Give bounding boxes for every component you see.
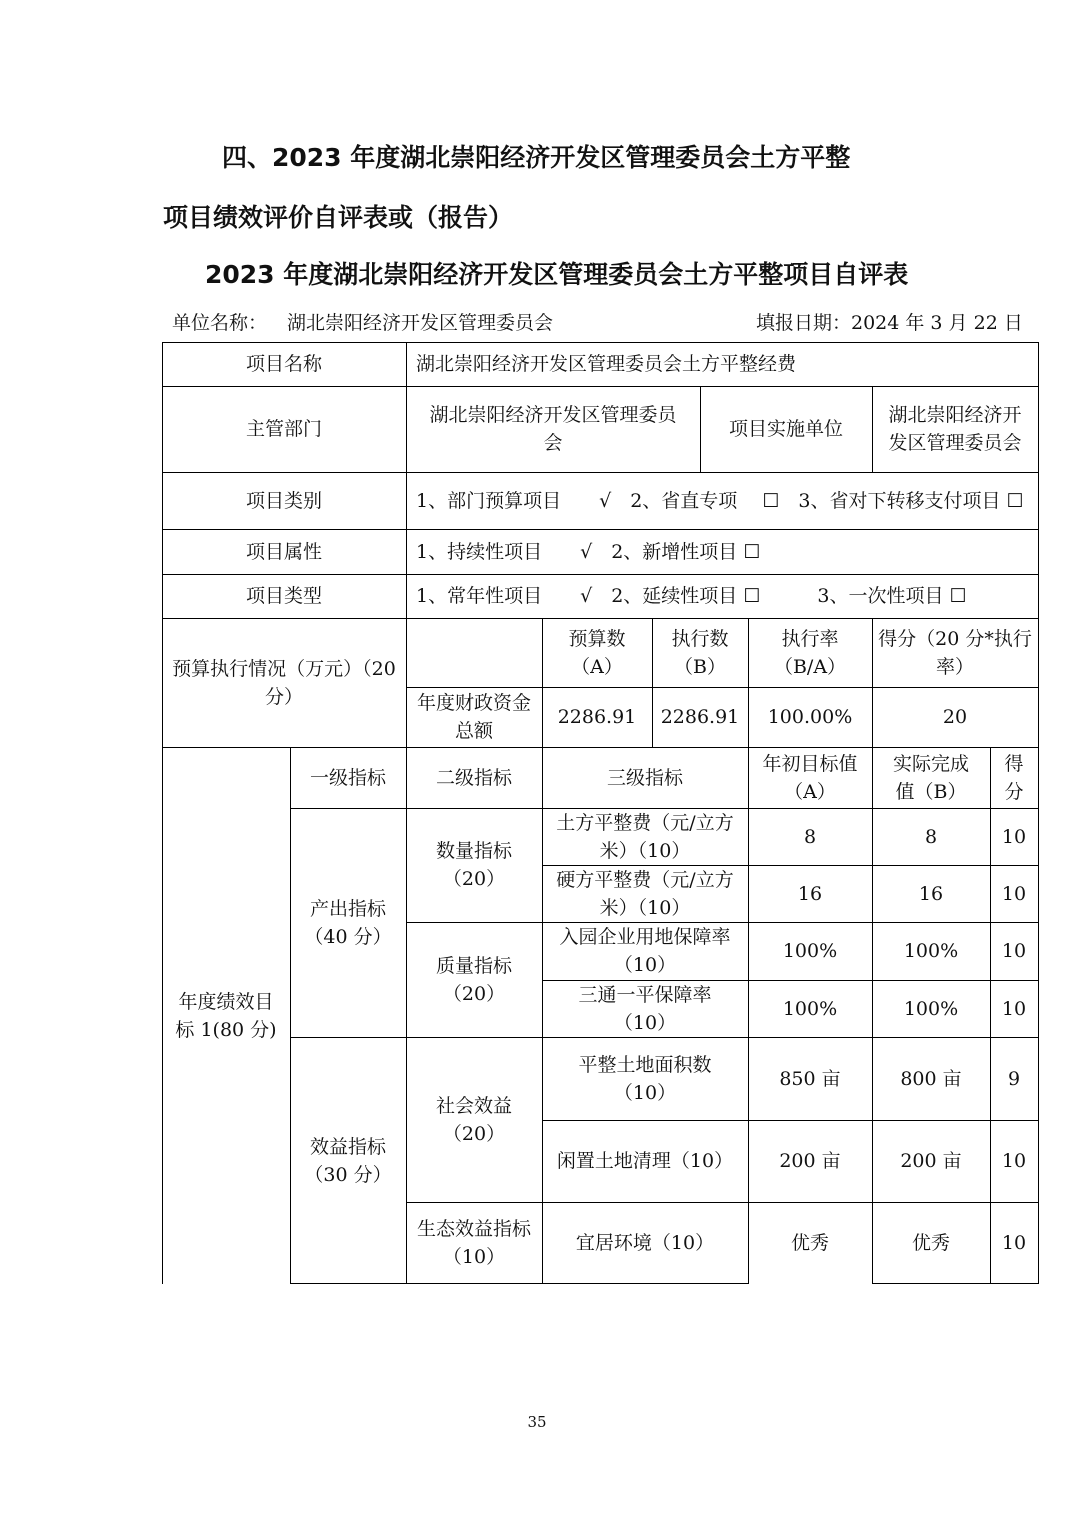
page-number: 35 [527, 1413, 547, 1431]
rate-value: 100.00% [767, 706, 853, 728]
exec-value: 2286.91 [660, 706, 740, 728]
unit-name [172, 308, 553, 335]
score-value: 10 [1001, 825, 1027, 848]
impl-value: 湖北崇阳经济开发区管理委员会 [888, 404, 1022, 454]
type-label: 项目类型 [245, 585, 322, 607]
col-level3: 三级指标 [606, 766, 683, 789]
score-value: 10 [1001, 997, 1027, 1020]
indicator-name: 宜居环境（10） [575, 1232, 715, 1254]
attribute-label: 项目属性 [245, 540, 322, 563]
indicator-name: 闲置土地清理（10） [556, 1150, 734, 1172]
target-value: 优秀 [790, 1232, 829, 1254]
score-value: 10 [1001, 882, 1027, 905]
dept-label: 主管部门 [245, 418, 322, 440]
category-label: 项目类别 [245, 489, 322, 512]
target-value: 850 亩 [779, 1067, 841, 1090]
indicator-name: 平整土地面积数（10） [578, 1053, 712, 1104]
project-name-value: 湖北崇阳经济开发区管理委员会土方平整经费 [416, 353, 797, 375]
unit-label: 单位名称： [172, 312, 268, 334]
budget-value: 2286.91 [557, 706, 637, 728]
budget-label: 预算执行情况（万元）（20 分） [172, 657, 396, 708]
category-value: 1、部门预算项目 √ 2、省直专项 ☐ 3、省对下转移支付项目 ☐ [416, 489, 1024, 512]
budget-col-exec: 执行数（B） [671, 627, 729, 678]
target-value: 16 [797, 882, 823, 905]
score-value: 10 [1001, 940, 1027, 962]
goal-label: 年度绩效目标 1(80 分) [175, 990, 277, 1041]
col-level1: 一级指标 [309, 766, 386, 789]
actual-value: 优秀 [911, 1232, 950, 1254]
actual-value: 800 亩 [900, 1067, 962, 1090]
budget-row-label: 年度财政资金总额 [416, 692, 531, 742]
target-value: 8 [803, 825, 817, 848]
budget-col-score: 得分（20 分*执行率） [878, 627, 1032, 678]
actual-value: 100% [903, 940, 959, 962]
actual-value: 16 [918, 882, 944, 905]
project-name-label: 项目名称 [245, 353, 322, 375]
indicator-name: 硬方平整费（元/立方米）（10） [556, 868, 734, 919]
actual-value: 200 亩 [900, 1150, 962, 1172]
attribute-value: 1、持续性项目 √ 2、新增性项目 ☐ [416, 540, 761, 563]
eco-benefit-indicator: 生态效益指标（10） [416, 1218, 531, 1268]
col-level2: 二级指标 [435, 766, 512, 789]
output-indicator: 产出指标（40 分） [304, 897, 392, 948]
budget-col-budget: 预算数（A） [568, 627, 626, 678]
col-score: 得分 [1004, 752, 1024, 803]
indicator-name: 入园企业用地保障率（10） [559, 926, 731, 976]
dept-value: 湖北崇阳经济开发区管理委员会 [429, 404, 677, 454]
indicator-name: 土方平整费（元/立方米）（10） [556, 811, 734, 862]
type-value: 1、常年性项目 √ 2、延续性项目 ☐ 3、一次性项目 ☐ [416, 585, 967, 607]
actual-value: 8 [924, 825, 938, 848]
social-benefit-indicator: 社会效益（20） [435, 1094, 512, 1145]
table-title: 2023 年度湖北崇阳经济开发区管理委员会土方平整项目自评表 [205, 260, 909, 289]
unit-value: 湖北崇阳经济开发区管理委员会 [287, 312, 554, 334]
impl-label: 项目实施单位 [728, 418, 843, 440]
col-target: 年初目标值（A） [762, 752, 858, 803]
document-title-line1: 四、2023 年度湖北崇阳经济开发区管理委员会土方平整 [222, 143, 851, 172]
target-value: 100% [782, 940, 838, 962]
score-value: 9 [1007, 1067, 1021, 1090]
table-rule [1038, 342, 1039, 1284]
budget-score-value: 20 [942, 706, 968, 728]
target-value: 100% [782, 997, 838, 1020]
score-value: 10 [1001, 1150, 1027, 1172]
col-actual: 实际完成值（B） [892, 752, 969, 803]
benefit-indicator: 效益指标（30 分） [304, 1135, 392, 1186]
target-value: 200 亩 [779, 1150, 841, 1172]
actual-value: 100% [903, 997, 959, 1020]
quantity-indicator: 数量指标（20） [435, 840, 512, 890]
quality-indicator: 质量指标（20） [435, 954, 512, 1005]
budget-col-rate: 执行率（B/A） [773, 627, 847, 678]
fill-date: 填报日期：2024 年 3 月 22 日 [756, 312, 1023, 334]
indicator-name: 三通一平保障率（10） [578, 983, 712, 1034]
document-title-line2: 项目绩效评价自评表或（报告） [163, 203, 514, 232]
score-value: 10 [1001, 1232, 1027, 1254]
